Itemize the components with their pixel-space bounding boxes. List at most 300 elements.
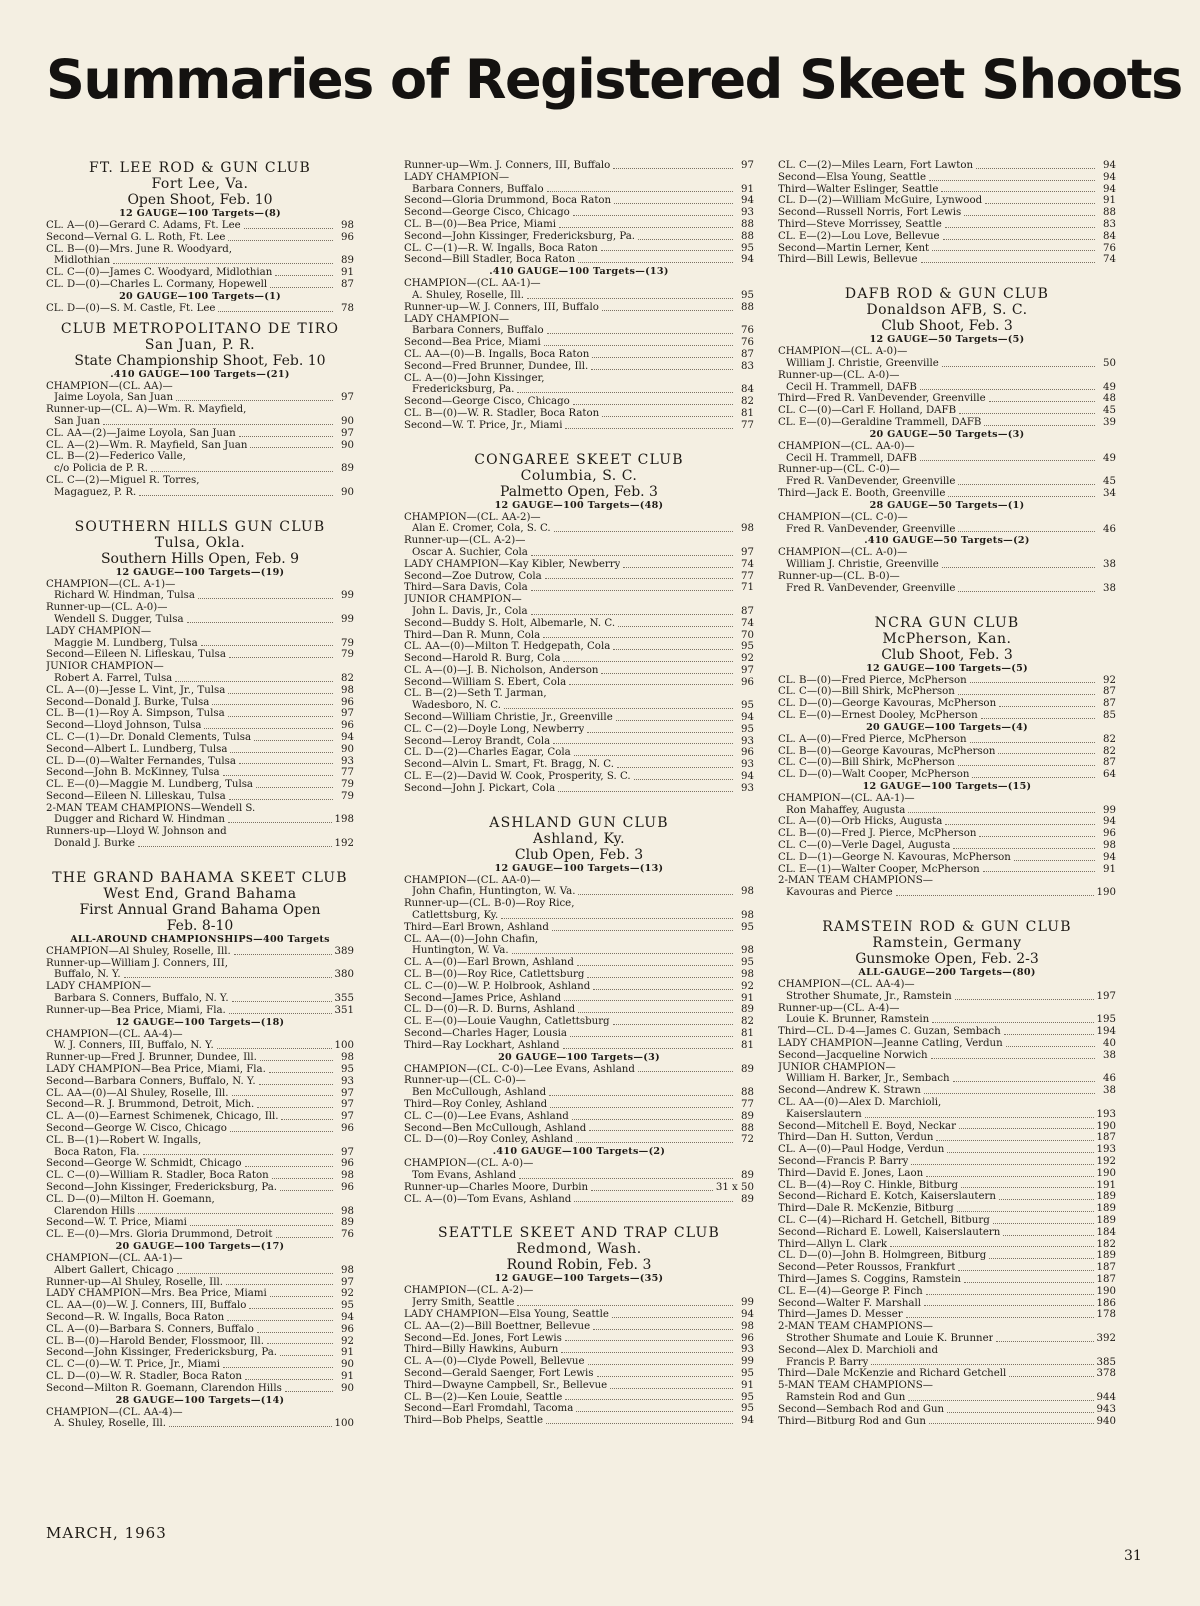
- score: 90: [341, 415, 354, 427]
- club-name: ASHLAND GUN CLUB: [489, 814, 669, 831]
- club-name: DAFB ROD & GUN CLUB: [844, 286, 1050, 303]
- shooter-entry: Second—Francis P. Barry: [778, 1156, 909, 1168]
- result-row: [46, 791, 354, 803]
- score: 88: [741, 218, 754, 230]
- result-heading: [404, 535, 754, 547]
- score: 78: [341, 302, 354, 314]
- result-row: [778, 1038, 1116, 1050]
- shooter-entry: CL. E—(0)—Louie Vaughn, Catlettsburg: [404, 1016, 610, 1028]
- gauge-heading: ALL-GAUGE—200 Targets—(80): [858, 967, 1036, 979]
- shooter-entry: Barbara Conners, Buffalo: [412, 183, 544, 195]
- score: 190: [1096, 1167, 1116, 1179]
- result-heading: [778, 1097, 1116, 1109]
- dot-leader: [547, 325, 733, 334]
- shooter-entry: c/o Policia de P. R.: [54, 463, 148, 475]
- dot-leader: [936, 1132, 1093, 1141]
- score: 81: [741, 1028, 754, 1040]
- dot-leader: [999, 1191, 1094, 1200]
- result-row: [404, 290, 754, 302]
- gauge-heading: 20 GAUGE—100 Targets—(1): [119, 290, 281, 302]
- shooter-entry: CL. B—(4)—Roy C. Hinkle, Bitburg: [778, 1179, 958, 1191]
- club-location: Redmond, Wash.: [516, 1241, 642, 1258]
- score: 46: [1103, 523, 1116, 535]
- shooter-entry: Midlothian: [54, 255, 111, 267]
- shooter-entry: Second—George W. Cisco, Chicago: [46, 1123, 227, 1135]
- dot-leader: [254, 732, 333, 741]
- shooter-entry: CL. AA—(2)—Jaime Loyola, San Juan: [46, 427, 236, 439]
- score: 88: [741, 301, 754, 313]
- score: 95: [741, 1367, 754, 1379]
- shooter-entry: CHAMPION—(CL. AA-0)—: [404, 874, 541, 886]
- shooter-entry: Alan E. Cromer, Cola, S. C.: [412, 523, 551, 535]
- dot-leader: [234, 946, 332, 955]
- dot-leader: [143, 1147, 333, 1156]
- dot-leader: [964, 1274, 1094, 1283]
- shooter-entry: CHAMPION—(CL. AA-1)—: [404, 278, 541, 290]
- result-row: [778, 1144, 1116, 1156]
- shooter-entry: 2-MAN TEAM CHAMPIONS—: [778, 1321, 933, 1333]
- score: 88: [741, 1122, 754, 1134]
- shooter-entry: Second—Milton R. Goemann, Clarendon Hills: [46, 1382, 282, 1394]
- result-row: [404, 1415, 754, 1427]
- result-heading: [404, 934, 754, 946]
- score: 189: [1096, 1191, 1116, 1203]
- dot-leader: [972, 769, 1095, 778]
- shooter-entry: Buffalo, N. Y.: [54, 969, 121, 981]
- shooter-entry: Magaguez, P. R.: [54, 486, 137, 498]
- shooter-entry: CL. AA—(0)—Milton T. Hedgepath, Cola: [404, 641, 611, 653]
- gauge-heading: 20 GAUGE—50 Targets—(3): [869, 428, 1025, 440]
- result-row: [778, 1227, 1116, 1239]
- result-row: [778, 405, 1116, 417]
- result-row: [778, 734, 1116, 746]
- score: 45: [1103, 476, 1116, 488]
- score: 95: [741, 957, 754, 969]
- dot-leader: [979, 828, 1095, 837]
- shooter-entry: Cecil H. Trammell, DAFB: [786, 381, 917, 393]
- score: 97: [741, 546, 754, 558]
- score: 92: [741, 653, 754, 665]
- column-1: [46, 160, 354, 1430]
- gauge-heading: 12 GAUGE—100 Targets—(19): [115, 566, 285, 578]
- shooter-entry: Second—George Cisco, Chicago: [404, 396, 570, 408]
- dot-leader: [531, 606, 733, 615]
- dot-leader: [989, 1250, 1093, 1259]
- result-row: [46, 708, 354, 720]
- shooter-entry: LADY CHAMPION—Elsa Young, Seattle: [404, 1308, 609, 1320]
- score: 98: [741, 886, 754, 898]
- result-row: [778, 757, 1116, 769]
- gauge-heading: ALL-AROUND CHAMPIONSHIPS—400 Targets: [70, 933, 330, 945]
- result-row: [404, 886, 754, 898]
- dot-leader: [578, 886, 733, 895]
- result-row: [46, 1324, 354, 1336]
- shooter-entry: CHAMPION—(CL. C-0)—Lee Evans, Ashland: [404, 1063, 635, 1075]
- dot-leader: [942, 559, 1095, 568]
- result-row: [46, 1265, 354, 1277]
- shooter-entry: CL. C—(0)—Bill Shirk, McPherson: [778, 757, 955, 769]
- result-row: [46, 267, 354, 279]
- result-row: [46, 638, 354, 650]
- result-row: [404, 1392, 754, 1404]
- shooter-entry: Second—Peter Roussos, Frankfurt: [778, 1262, 956, 1274]
- shooter-entry: Second—Andrew K. Strawn: [778, 1085, 921, 1097]
- dot-leader: [124, 969, 332, 978]
- shooter-entry: Runner-up—(CL. A-0)—: [778, 369, 900, 381]
- shooter-entry: 5-MAN TEAM CHAMPIONS—: [778, 1380, 933, 1392]
- shooter-entry: Second—Leroy Brandt, Cola: [404, 735, 551, 747]
- result-row: [46, 838, 354, 850]
- dot-leader: [932, 1014, 1093, 1023]
- dot-leader: [545, 571, 733, 580]
- result-row: [46, 1076, 354, 1088]
- result-row: [404, 243, 754, 255]
- result-heading: [46, 451, 354, 463]
- shooter-entry: CHAMPION—(CL. AA-2)—: [404, 511, 541, 523]
- event-title: Feb. 8-10: [166, 917, 234, 934]
- shooter-entry: Tom Evans, Ashland: [412, 1169, 517, 1181]
- result-heading: [778, 1380, 1116, 1392]
- shooter-entry: CL. D—(0)—Milton H. Goemann,: [46, 1193, 215, 1205]
- result-row: [404, 231, 754, 243]
- result-row: [46, 685, 354, 697]
- score: 97: [341, 1087, 354, 1099]
- score: 76: [741, 337, 754, 349]
- shooter-entry: Second—John B. McKinney, Tulsa: [46, 767, 220, 779]
- result-row: [46, 1277, 354, 1289]
- result-row: [46, 1111, 354, 1123]
- shooter-entry: CL. D—(0)—Walter Fernandes, Tulsa: [46, 755, 236, 767]
- score: 34: [1103, 487, 1116, 499]
- result-heading: [778, 793, 1116, 805]
- score: 98: [341, 1264, 354, 1276]
- dot-leader: [958, 757, 1095, 766]
- score: 95: [741, 1403, 754, 1415]
- shooter-entry: Second—George Cisco, Chicago: [404, 207, 570, 219]
- score: 39: [1103, 416, 1116, 428]
- gauge-heading: 12 GAUGE—50 Targets—(5): [869, 334, 1025, 346]
- score: 96: [341, 1158, 354, 1170]
- result-row: [778, 686, 1116, 698]
- shooter-entry: CHAMPION—(CL. AA-1)—: [46, 1253, 183, 1264]
- gauge-heading: 12 GAUGE—100 Targets—(18): [115, 1016, 285, 1028]
- result-row: [404, 1028, 754, 1040]
- shooter-entry: CL. C—(0)—James C. Woodyard, Midlothian: [46, 267, 273, 279]
- shooter-entry: Dugger and Richard W. Hindman: [54, 814, 225, 826]
- club-location: Donaldson AFB, S. C.: [866, 302, 1028, 319]
- result-heading: [404, 898, 754, 910]
- score: 77: [741, 570, 754, 582]
- result-row: [404, 337, 754, 349]
- result-row: [46, 255, 354, 267]
- dot-leader: [169, 1418, 332, 1427]
- score: 84: [1103, 230, 1116, 242]
- club-name: SEATTLE SKEET AND TRAP CLUB: [438, 1225, 720, 1242]
- gauge-heading: 20 GAUGE—100 Targets—(4): [866, 721, 1028, 733]
- shooter-entry: JUNIOR CHAMPION—: [404, 594, 522, 606]
- result-row: [778, 1132, 1116, 1144]
- dot-leader: [906, 1309, 1094, 1318]
- score: 187: [1096, 1262, 1116, 1274]
- dot-leader: [602, 408, 733, 417]
- score: 94: [1103, 171, 1116, 183]
- score: 49: [1103, 381, 1116, 393]
- shooter-entry: CL. D—(0)—Charles L. Cormany, Hopewell: [46, 278, 268, 290]
- shooter-entry: Second—John Kissinger, Fredericksburg, Pa.: [46, 1182, 278, 1194]
- score: 94: [341, 731, 354, 743]
- shooter-entry: Second—Sembach Rod and Gun: [778, 1403, 945, 1415]
- result-row: [778, 382, 1116, 394]
- score: 38: [1103, 1085, 1116, 1097]
- dot-leader: [260, 1052, 333, 1061]
- result-heading: [778, 1345, 1116, 1357]
- result-row: [404, 1321, 754, 1333]
- gauge-heading: 12 GAUGE—100 Targets—(15): [862, 780, 1032, 792]
- club-location: West End, Grand Bahama: [103, 885, 297, 902]
- dot-leader: [229, 1005, 332, 1014]
- dot-leader: [218, 303, 333, 312]
- result-row: [46, 649, 354, 661]
- result-row: [778, 864, 1116, 876]
- shooter-entry: Ben McCullough, Ashland: [412, 1087, 547, 1099]
- dot-leader: [554, 523, 733, 532]
- result-row: [778, 417, 1116, 429]
- dot-leader: [512, 945, 733, 954]
- result-row: [778, 559, 1116, 571]
- dot-leader: [572, 1111, 733, 1120]
- shooter-entry: LADY CHAMPION—Jeanne Catling, Verdun: [778, 1038, 1003, 1050]
- shooter-entry: CL. C—(0)—Bill Shirk, McPherson: [778, 686, 955, 698]
- shooter-entry: LADY CHAMPION—: [404, 313, 510, 325]
- shooter-entry: Kavouras and Pierce: [786, 887, 893, 899]
- score: 90: [341, 743, 354, 755]
- dot-leader: [613, 160, 733, 169]
- dot-leader: [924, 1085, 1095, 1094]
- shooter-entry: Third—CL. D-4—James C. Guzan, Sembach: [778, 1026, 1001, 1038]
- gauge-heading: 20 GAUGE—100 Targets—(17): [115, 1241, 285, 1252]
- score: 98: [1103, 840, 1116, 852]
- shooter-entry: CHAMPION—(CL. AA-1)—: [778, 792, 915, 804]
- dot-leader: [547, 184, 733, 193]
- score: 95: [741, 1391, 754, 1403]
- score: 93: [741, 207, 754, 219]
- shooter-entry: Cecil H. Trammell, DAFB: [786, 452, 917, 464]
- result-row: [404, 547, 754, 559]
- dot-leader: [623, 559, 733, 568]
- result-row: [404, 420, 754, 432]
- dot-leader: [553, 736, 733, 745]
- shooter-entry: Second—R. W. Ingalls, Boca Raton: [46, 1311, 225, 1323]
- dot-leader: [257, 1099, 333, 1108]
- result-row: [778, 852, 1116, 864]
- dot-leader: [578, 1004, 733, 1013]
- shooter-entry: Huntington, W. Va.: [412, 945, 509, 957]
- shooter-entry: CL. A—(0)—Earl Brown, Ashland: [404, 957, 574, 969]
- score: 392: [1096, 1332, 1116, 1344]
- shooter-entry: CL. D—(2)—Charles Eagar, Cola: [404, 747, 571, 759]
- dot-leader: [616, 712, 733, 721]
- result-row: [404, 559, 754, 571]
- result-row: [46, 1288, 354, 1300]
- dot-leader: [953, 840, 1095, 849]
- result-heading: [404, 875, 754, 887]
- dot-leader: [932, 243, 1095, 252]
- dot-leader: [550, 1099, 733, 1108]
- score: 198: [334, 814, 354, 826]
- gauge-heading: 12 GAUGE—100 Targets—(5): [866, 662, 1028, 674]
- shooter-entry: Second—Buddy S. Holt, Albemarle, N. C.: [404, 617, 616, 629]
- score: 48: [1103, 393, 1116, 405]
- shooter-entry: Runner-up—Charles Moore, Durbin: [404, 1181, 589, 1193]
- result-row: [404, 1297, 754, 1309]
- shooter-entry: Robert A. Farrel, Tulsa: [54, 672, 173, 684]
- shooter-entry: Donald J. Burke: [54, 838, 135, 850]
- score: 98: [341, 1205, 354, 1217]
- dot-leader: [270, 1288, 333, 1297]
- result-heading: [46, 1194, 354, 1206]
- score: 89: [741, 1193, 754, 1205]
- dot-leader: [546, 1415, 733, 1424]
- shooter-entry: Third—James S. Coggins, Ramstein: [778, 1273, 961, 1285]
- gauge-heading: 28 GAUGE—50 Targets—(1): [869, 499, 1025, 511]
- result-row: [46, 697, 354, 709]
- shooter-entry: CL. C—(0)—W. P. Holbrook, Ashland: [404, 980, 591, 992]
- result-row: [404, 1087, 754, 1099]
- shooter-entry: CL. D—(0)—John B. Holmgreen, Bitburg: [778, 1250, 987, 1262]
- dot-leader: [1014, 852, 1095, 861]
- score: 191: [1096, 1179, 1116, 1191]
- result-row: [404, 523, 754, 535]
- shooter-entry: Third—Bob Phelps, Seattle: [404, 1415, 544, 1427]
- score: 82: [1103, 733, 1116, 745]
- dot-leader: [270, 279, 333, 288]
- result-row: [46, 1217, 354, 1229]
- score: 89: [741, 1063, 754, 1075]
- dot-leader: [531, 582, 733, 591]
- result-row: [404, 1170, 754, 1182]
- section-spacer: [778, 899, 1116, 913]
- score: 87: [1103, 757, 1116, 769]
- dot-leader: [565, 1333, 733, 1342]
- shooter-entry: Second—Mitchell E. Boyd, Neckar: [778, 1120, 957, 1132]
- result-row: [46, 1206, 354, 1218]
- score: 99: [741, 1297, 754, 1309]
- score: 38: [1103, 582, 1116, 594]
- dot-leader: [591, 1182, 713, 1191]
- shooter-entry: CL. E—(2)—David W. Cook, Prosperity, S. C.: [404, 771, 631, 783]
- dot-leader: [565, 1392, 733, 1401]
- shooter-entry: CHAMPION—(CL. AA)—: [46, 380, 173, 392]
- shooter-entry: Second—John Kissinger, Fredericksburg, Pa.: [404, 230, 636, 242]
- result-row: [778, 805, 1116, 817]
- shooter-entry: Second—Fred Brunner, Dundee, Ill.: [404, 360, 589, 372]
- score: 96: [1103, 828, 1116, 840]
- dot-leader: [920, 382, 1095, 391]
- score: 94: [741, 1415, 754, 1427]
- result-row: [778, 1368, 1116, 1380]
- score: 87: [341, 278, 354, 290]
- shooter-entry: CL. E—(0)—Maggie M. Lundberg, Tulsa: [46, 779, 254, 791]
- result-row: [778, 710, 1116, 722]
- result-heading: [778, 512, 1116, 524]
- shooter-entry: CHAMPION—(CL. A-1)—: [46, 578, 176, 590]
- result-row: [404, 302, 754, 314]
- score: 76: [341, 1229, 354, 1241]
- shooter-entry: CHAMPION—(CL. A-0)—: [778, 547, 908, 559]
- shooter-entry: Second—Charles Hager, Lousia: [404, 1028, 567, 1040]
- score: 95: [341, 1064, 354, 1076]
- result-heading: [46, 661, 354, 673]
- dot-leader: [948, 488, 1095, 497]
- result-row: [46, 732, 354, 744]
- result-row: [778, 1262, 1116, 1274]
- section-spacer: [778, 266, 1116, 280]
- result-row: [46, 428, 354, 440]
- result-heading: [46, 1135, 354, 1147]
- result-row: [778, 1239, 1116, 1251]
- shooter-entry: CL. A—(0)—Gerard C. Adams, Ft. Lee: [46, 220, 241, 231]
- result-heading: [778, 547, 1116, 559]
- shooter-entry: CL. B—(0)—Mrs. June R. Woodyard,: [46, 243, 232, 255]
- dot-leader: [230, 744, 333, 753]
- shooter-entry: William J. Christie, Greenville: [786, 559, 939, 571]
- shooter-entry: CHAMPION—Al Shuley, Roselle, Ill.: [46, 945, 231, 957]
- result-row: [778, 1050, 1116, 1062]
- dot-leader: [232, 993, 332, 1002]
- dot-leader: [276, 1229, 333, 1238]
- shooter-entry: Runner-up—Al Shuley, Roselle, Ill.: [46, 1276, 223, 1288]
- score: 385: [1096, 1356, 1116, 1368]
- dot-leader: [908, 805, 1095, 814]
- score: 94: [741, 712, 754, 724]
- score: 186: [1096, 1297, 1116, 1309]
- result-row: [404, 1123, 754, 1135]
- dot-leader: [593, 981, 733, 990]
- shooter-entry: Third—Fred R. VanDevender, Greenville: [778, 393, 986, 405]
- shooter-entry: CL. A—(0)—Earnest Schimenek, Chicago, Ill.: [46, 1111, 279, 1123]
- result-heading: [46, 404, 354, 416]
- shooter-entry: Strother Shumate and Louie K. Brunner: [786, 1332, 994, 1344]
- shooter-entry: Clarendon Hills: [54, 1205, 135, 1217]
- result-heading: [778, 370, 1116, 382]
- shooter-entry: CL. D—(0)—S. M. Castle, Ft. Lee: [46, 302, 216, 314]
- dot-leader: [953, 1073, 1095, 1082]
- score: 98: [341, 1052, 354, 1064]
- result-row: [778, 1156, 1116, 1168]
- score: 93: [341, 1075, 354, 1087]
- result-row: [404, 1344, 754, 1356]
- dot-leader: [943, 231, 1095, 240]
- result-row: [46, 993, 354, 1005]
- result-row: [778, 675, 1116, 687]
- shooter-entry: Second—Vernal G. L. Roth, Ft. Lee: [46, 231, 226, 243]
- dot-leader: [908, 1392, 1093, 1401]
- shooter-entry: Runner-up—(CL. C-0)—: [778, 464, 900, 476]
- shooter-entry: CHAMPION—(CL. A-0)—: [778, 346, 908, 358]
- result-row: [46, 767, 354, 779]
- gauge-heading: 12 GAUGE—100 Targets—(48): [494, 499, 664, 511]
- dot-leader: [187, 614, 333, 623]
- club-name: RAMSTEIN ROD & GUN CLUB: [822, 919, 1072, 936]
- dot-leader: [564, 993, 733, 1002]
- result-row: [778, 1085, 1116, 1097]
- shooter-entry: Jaime Loyola, San Juan: [54, 392, 174, 404]
- score: 97: [341, 708, 354, 720]
- dot-leader: [926, 1286, 1094, 1295]
- result-row: [404, 736, 754, 748]
- section-spacer: [404, 432, 754, 446]
- dot-leader: [1009, 1368, 1093, 1377]
